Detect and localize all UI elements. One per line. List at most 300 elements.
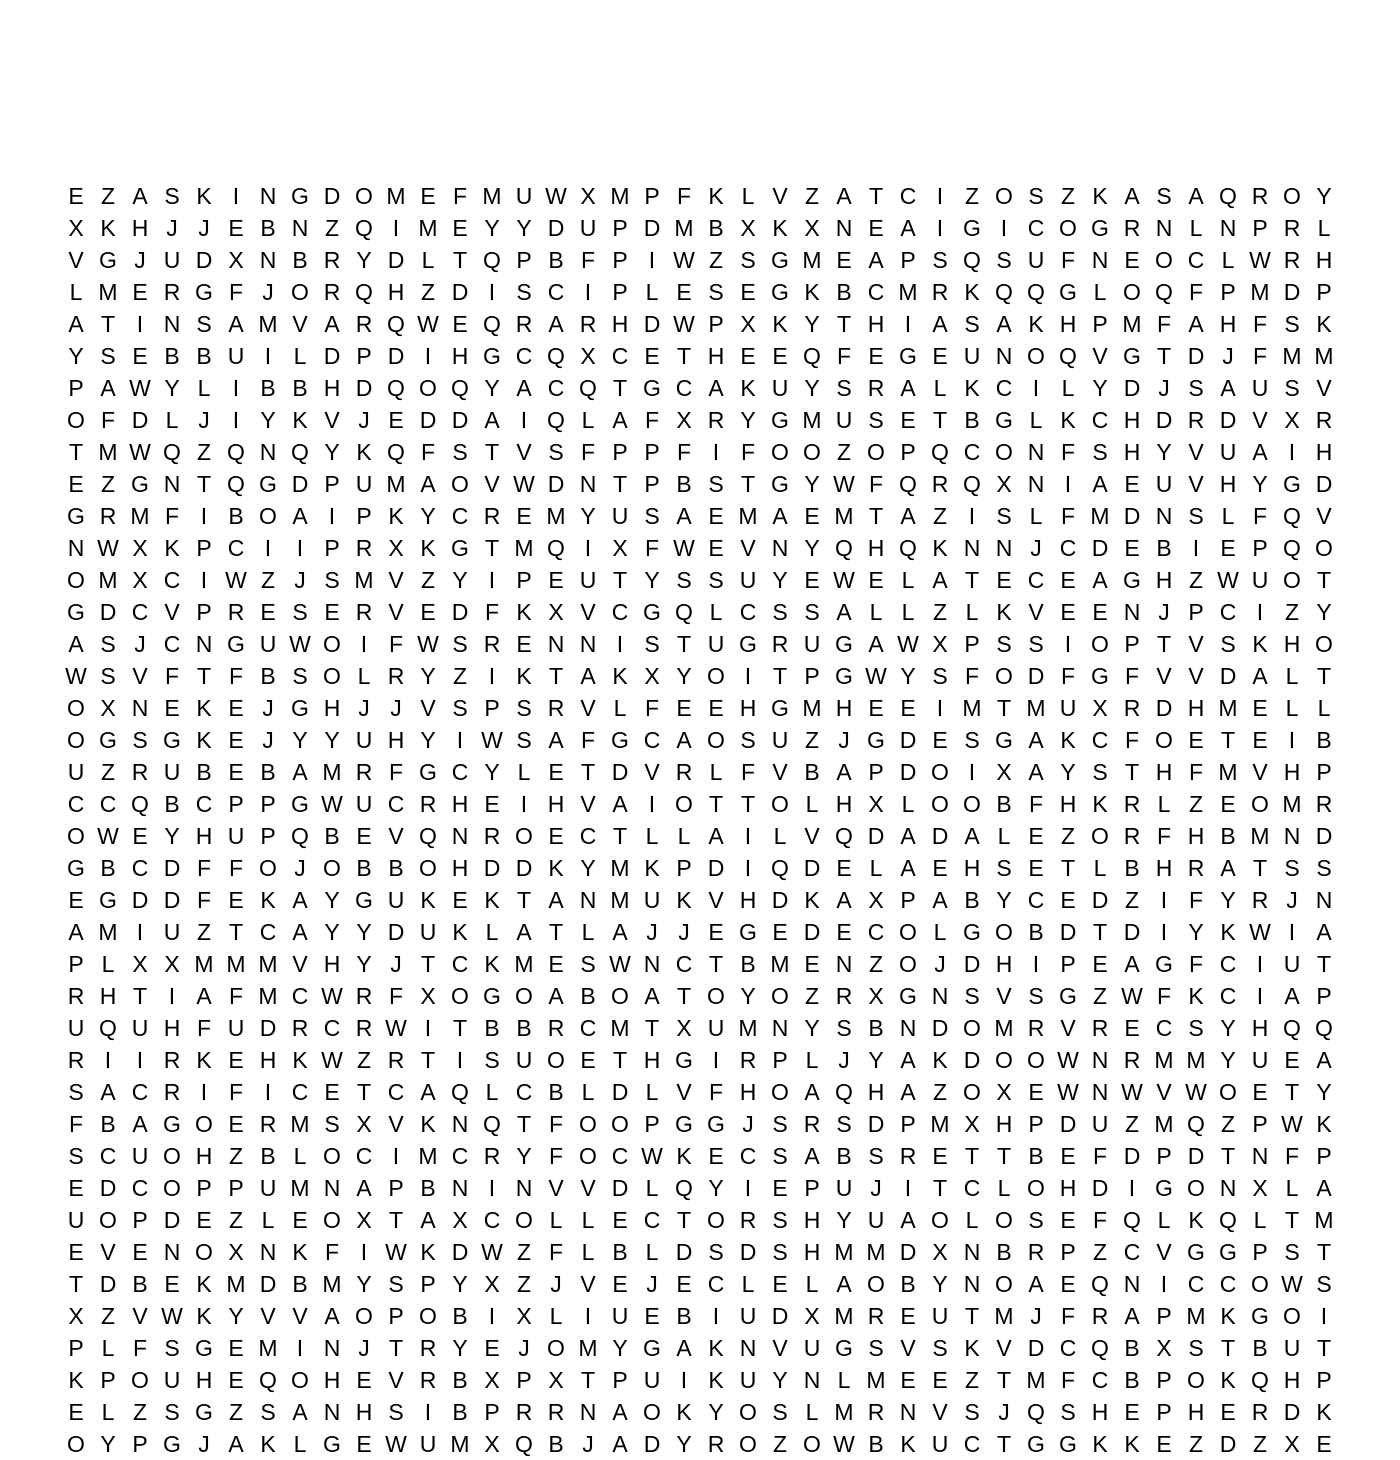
grid-row bbox=[60, 1332, 1350, 1364]
grid-letter: J bbox=[646, 919, 658, 945]
grid-letter: O bbox=[995, 919, 1013, 945]
grid-letter: Q bbox=[227, 471, 245, 497]
grid-letter: O bbox=[675, 791, 693, 817]
grid-letter: N bbox=[1123, 599, 1141, 625]
grid-letter: V bbox=[484, 471, 500, 497]
grid-letter: B bbox=[900, 1271, 916, 1297]
grid-letter: L bbox=[101, 951, 115, 977]
grid-letter: J bbox=[166, 215, 178, 241]
grid-letter: R bbox=[547, 695, 565, 721]
grid-letter: N bbox=[963, 1239, 981, 1265]
grid-letter: E bbox=[900, 1303, 916, 1329]
grid-letter: A bbox=[292, 887, 308, 913]
grid-letter: F bbox=[580, 247, 596, 273]
grid-letter: C bbox=[1027, 887, 1045, 913]
grid-letter: W bbox=[417, 631, 439, 657]
grid-letter: O bbox=[995, 1271, 1013, 1297]
grid-letter: R bbox=[259, 1111, 277, 1137]
grid-letter: Z bbox=[932, 503, 948, 529]
grid-letter: O bbox=[611, 1111, 629, 1137]
grid-letter: S bbox=[708, 567, 724, 593]
grid-letter: Y bbox=[420, 727, 436, 753]
grid-letter: G bbox=[1187, 1239, 1205, 1265]
grid-letter: B bbox=[1124, 1335, 1140, 1361]
grid-letter: Y bbox=[676, 1431, 692, 1457]
grid-letter: W bbox=[385, 1015, 407, 1041]
grid-letter: W bbox=[97, 823, 119, 849]
grid-letter: D bbox=[1315, 471, 1333, 497]
grid-letter: E bbox=[836, 855, 852, 881]
grid-letter: I bbox=[264, 1079, 272, 1105]
grid-letter: G bbox=[835, 663, 853, 689]
grid-letter: U bbox=[131, 1015, 149, 1041]
grid-letter: Q bbox=[1091, 1335, 1109, 1361]
grid-letter: I bbox=[1256, 599, 1264, 625]
grid-letter: H bbox=[1123, 439, 1141, 465]
grid-row bbox=[60, 1428, 1350, 1460]
grid-letter: D bbox=[1123, 375, 1141, 401]
grid-letter: R bbox=[1123, 823, 1141, 849]
grid-letter: D bbox=[99, 599, 117, 625]
grid-letter: I bbox=[360, 1239, 368, 1265]
grid-letter: B bbox=[836, 1143, 852, 1169]
grid-letter: K bbox=[932, 1047, 948, 1073]
grid-letter: D bbox=[611, 1079, 629, 1105]
grid-letter: K bbox=[292, 1239, 308, 1265]
grid-letter: X bbox=[68, 215, 84, 241]
grid-letter: D bbox=[1187, 1143, 1205, 1169]
grid-letter: L bbox=[1157, 1207, 1171, 1233]
grid-letter: I bbox=[1064, 631, 1072, 657]
grid-letter: L bbox=[1317, 215, 1331, 241]
grid-letter: R bbox=[867, 1303, 885, 1329]
grid-letter: R bbox=[483, 823, 501, 849]
grid-letter: I bbox=[1320, 1303, 1328, 1329]
grid-letter: M bbox=[354, 567, 374, 593]
grid-letter: I bbox=[424, 1015, 432, 1041]
grid-row bbox=[60, 1044, 1350, 1076]
grid-letter: V bbox=[164, 599, 180, 625]
grid-row bbox=[60, 724, 1350, 756]
grid-letter: A bbox=[324, 1303, 340, 1329]
grid-letter: C bbox=[579, 1015, 597, 1041]
grid-letter: B bbox=[292, 247, 308, 273]
grid-letter: Y bbox=[804, 535, 820, 561]
grid-letter: E bbox=[708, 535, 724, 561]
grid-letter: D bbox=[1123, 919, 1141, 945]
grid-letter: T bbox=[1220, 1335, 1236, 1361]
grid-letter: S bbox=[388, 1271, 404, 1297]
grid-letter: F bbox=[1188, 887, 1204, 913]
grid-letter: O bbox=[963, 1015, 981, 1041]
grid-letter: O bbox=[899, 951, 917, 977]
grid-letter: G bbox=[483, 343, 501, 369]
grid-letter: V bbox=[996, 1335, 1012, 1361]
grid-letter: A bbox=[100, 1079, 116, 1105]
grid-letter: D bbox=[419, 407, 437, 433]
grid-letter: A bbox=[1252, 439, 1268, 465]
grid-letter: S bbox=[772, 599, 788, 625]
grid-letter: S bbox=[708, 279, 724, 305]
grid-letter: D bbox=[1091, 887, 1109, 913]
grid-letter: V bbox=[68, 247, 84, 273]
grid-letter: S bbox=[804, 599, 820, 625]
grid-letter: G bbox=[1219, 1239, 1237, 1265]
grid-letter: F bbox=[740, 439, 756, 465]
grid-letter: O bbox=[1027, 1175, 1045, 1201]
grid-letter: O bbox=[1251, 1271, 1269, 1297]
grid-letter: T bbox=[484, 535, 500, 561]
grid-letter: M bbox=[98, 567, 118, 593]
grid-letter: O bbox=[1091, 823, 1109, 849]
grid-letter: A bbox=[1028, 1271, 1044, 1297]
grid-letter: K bbox=[260, 887, 276, 913]
grid-letter: T bbox=[644, 1015, 660, 1041]
grid-letter: M bbox=[994, 1015, 1014, 1041]
grid-letter: E bbox=[452, 311, 468, 337]
grid-letter: B bbox=[676, 1303, 692, 1329]
grid-row bbox=[60, 1172, 1350, 1204]
grid-letter: S bbox=[708, 1239, 724, 1265]
grid-row bbox=[60, 404, 1350, 436]
grid-letter: I bbox=[1160, 887, 1168, 913]
grid-letter: K bbox=[1060, 727, 1076, 753]
grid-letter: G bbox=[771, 407, 789, 433]
grid-letter: O bbox=[259, 855, 277, 881]
grid-letter: Y bbox=[228, 1303, 244, 1329]
grid-letter: X bbox=[868, 791, 884, 817]
grid-letter: M bbox=[194, 951, 214, 977]
grid-letter: A bbox=[1028, 759, 1044, 785]
grid-letter: O bbox=[1219, 1079, 1237, 1105]
grid-letter: D bbox=[259, 1015, 277, 1041]
grid-letter: M bbox=[322, 1271, 342, 1297]
grid-letter: P bbox=[484, 1399, 500, 1425]
grid-letter: X bbox=[868, 887, 884, 913]
grid-letter: Z bbox=[1284, 599, 1300, 625]
grid-letter: A bbox=[292, 503, 308, 529]
grid-letter: M bbox=[834, 1303, 854, 1329]
grid-letter: J bbox=[1222, 343, 1234, 369]
grid-letter: W bbox=[129, 439, 151, 465]
grid-letter: N bbox=[163, 311, 181, 337]
grid-letter: X bbox=[612, 535, 628, 561]
grid-letter: E bbox=[1188, 727, 1204, 753]
grid-letter: B bbox=[996, 1239, 1012, 1265]
grid-letter: E bbox=[900, 407, 916, 433]
grid-letter: K bbox=[1220, 1303, 1236, 1329]
grid-letter: P bbox=[132, 1431, 148, 1457]
grid-row bbox=[60, 1236, 1350, 1268]
grid-row bbox=[60, 436, 1350, 468]
grid-letter: E bbox=[356, 823, 372, 849]
grid-letter: G bbox=[291, 695, 309, 721]
grid-letter: I bbox=[456, 727, 464, 753]
grid-letter: J bbox=[294, 855, 306, 881]
grid-letter: C bbox=[515, 343, 533, 369]
grid-letter: C bbox=[579, 823, 597, 849]
grid-letter: D bbox=[963, 1047, 981, 1073]
grid-letter: F bbox=[388, 759, 404, 785]
grid-letter: Y bbox=[356, 951, 372, 977]
grid-letter: I bbox=[1032, 951, 1040, 977]
grid-letter: F bbox=[196, 887, 212, 913]
grid-letter: I bbox=[936, 183, 944, 209]
grid-letter: C bbox=[1091, 407, 1109, 433]
grid-letter: F bbox=[132, 1335, 148, 1361]
grid-letter: R bbox=[483, 503, 501, 529]
grid-letter: D bbox=[643, 311, 661, 337]
grid-letter: E bbox=[1028, 823, 1044, 849]
grid-letter: T bbox=[1220, 1143, 1236, 1169]
grid-letter: C bbox=[131, 1079, 149, 1105]
grid-letter: G bbox=[259, 471, 277, 497]
grid-letter: V bbox=[516, 439, 532, 465]
grid-letter: F bbox=[580, 727, 596, 753]
grid-letter: P bbox=[868, 759, 884, 785]
grid-letter: D bbox=[99, 1175, 117, 1201]
grid-letter: T bbox=[964, 567, 980, 593]
grid-letter: U bbox=[515, 183, 533, 209]
grid-letter: L bbox=[613, 695, 627, 721]
grid-letter: K bbox=[1220, 919, 1236, 945]
grid-letter: K bbox=[388, 503, 404, 529]
grid-letter: V bbox=[996, 983, 1012, 1009]
grid-letter: L bbox=[1029, 503, 1043, 529]
grid-letter: M bbox=[610, 1015, 630, 1041]
grid-letter: T bbox=[1220, 727, 1236, 753]
grid-letter: L bbox=[101, 1399, 115, 1425]
grid-letter: A bbox=[548, 311, 564, 337]
grid-letter: L bbox=[773, 823, 787, 849]
grid-letter: C bbox=[355, 1143, 373, 1169]
grid-letter: H bbox=[1251, 1015, 1269, 1041]
grid-letter: C bbox=[259, 919, 277, 945]
grid-letter: T bbox=[420, 1047, 436, 1073]
grid-letter: N bbox=[323, 1399, 341, 1425]
grid-letter: Q bbox=[1155, 279, 1173, 305]
grid-letter: B bbox=[164, 791, 180, 817]
grid-letter: F bbox=[1188, 759, 1204, 785]
grid-letter: S bbox=[292, 663, 308, 689]
grid-letter: X bbox=[68, 1303, 84, 1329]
grid-letter: T bbox=[548, 663, 564, 689]
grid-letter: Q bbox=[1091, 1271, 1109, 1297]
grid-letter: P bbox=[388, 1303, 404, 1329]
grid-letter: K bbox=[516, 599, 532, 625]
grid-letter: E bbox=[932, 855, 948, 881]
grid-letter: M bbox=[994, 1303, 1014, 1329]
grid-letter: I bbox=[520, 791, 528, 817]
grid-letter: A bbox=[1124, 183, 1140, 209]
grid-letter: R bbox=[67, 1047, 85, 1073]
grid-letter: D bbox=[1219, 663, 1237, 689]
grid-letter: V bbox=[388, 567, 404, 593]
grid-letter: E bbox=[868, 567, 884, 593]
grid-letter: Y bbox=[260, 407, 276, 433]
grid-letter: I bbox=[392, 215, 400, 241]
grid-letter: R bbox=[547, 1015, 565, 1041]
grid-letter: K bbox=[1092, 1431, 1108, 1457]
grid-letter: B bbox=[804, 759, 820, 785]
grid-letter: Y bbox=[804, 1015, 820, 1041]
grid-letter: G bbox=[1283, 471, 1301, 497]
grid-letter: H bbox=[323, 951, 341, 977]
grid-letter: C bbox=[611, 1143, 629, 1169]
grid-letter: N bbox=[771, 1015, 789, 1041]
grid-letter: S bbox=[452, 631, 468, 657]
grid-row bbox=[60, 1140, 1350, 1172]
grid-letter: D bbox=[1027, 663, 1045, 689]
grid-letter: W bbox=[321, 791, 343, 817]
grid-letter: M bbox=[1314, 343, 1334, 369]
grid-letter: C bbox=[1187, 1271, 1205, 1297]
grid-letter: E bbox=[68, 1399, 84, 1425]
grid-letter: H bbox=[1187, 1399, 1205, 1425]
grid-letter: O bbox=[771, 439, 789, 465]
grid-letter: L bbox=[485, 1079, 499, 1105]
grid-letter: F bbox=[708, 1079, 724, 1105]
grid-letter: C bbox=[163, 631, 181, 657]
grid-letter: R bbox=[867, 375, 885, 401]
grid-letter: S bbox=[292, 599, 308, 625]
grid-letter: W bbox=[1185, 1079, 1207, 1105]
grid-letter: B bbox=[388, 855, 404, 881]
grid-letter: K bbox=[900, 1431, 916, 1457]
grid-letter: T bbox=[1316, 567, 1332, 593]
grid-letter: M bbox=[546, 503, 566, 529]
grid-letter: E bbox=[804, 951, 820, 977]
grid-letter: A bbox=[804, 1143, 820, 1169]
grid-letter: A bbox=[676, 503, 692, 529]
grid-letter: A bbox=[900, 1047, 916, 1073]
grid-letter: O bbox=[99, 1207, 117, 1233]
grid-letter: H bbox=[707, 343, 725, 369]
grid-letter: E bbox=[676, 1271, 692, 1297]
grid-letter: L bbox=[1221, 503, 1235, 529]
grid-letter: L bbox=[1157, 791, 1171, 817]
grid-letter: X bbox=[644, 663, 660, 689]
grid-letter: R bbox=[419, 1367, 437, 1393]
grid-letter: P bbox=[1252, 1239, 1268, 1265]
grid-letter: U bbox=[931, 1303, 949, 1329]
grid-letter: E bbox=[228, 1047, 244, 1073]
grid-letter: Z bbox=[324, 215, 340, 241]
grid-letter: F bbox=[1188, 951, 1204, 977]
grid-letter: Y bbox=[420, 503, 436, 529]
grid-letter: B bbox=[868, 1431, 884, 1457]
grid-letter: N bbox=[259, 1239, 277, 1265]
grid-letter: U bbox=[1219, 439, 1237, 465]
grid-letter: E bbox=[1252, 695, 1268, 721]
grid-letter: A bbox=[676, 727, 692, 753]
grid-letter: C bbox=[707, 1271, 725, 1297]
grid-letter: S bbox=[580, 951, 596, 977]
grid-letter: W bbox=[321, 983, 343, 1009]
grid-letter: E bbox=[228, 695, 244, 721]
grid-letter: Q bbox=[387, 311, 405, 337]
grid-letter: S bbox=[1188, 375, 1204, 401]
grid-letter: C bbox=[451, 1143, 469, 1169]
grid-letter: L bbox=[837, 1367, 851, 1393]
grid-letter: L bbox=[261, 1207, 275, 1233]
grid-letter: P bbox=[644, 1111, 660, 1137]
grid-letter: Z bbox=[1252, 1431, 1268, 1457]
grid-letter: B bbox=[868, 1015, 884, 1041]
grid-letter: O bbox=[451, 983, 469, 1009]
grid-letter: K bbox=[644, 855, 660, 881]
grid-letter: C bbox=[963, 1175, 981, 1201]
grid-letter: V bbox=[708, 887, 724, 913]
grid-letter: Q bbox=[931, 439, 949, 465]
grid-letter: D bbox=[611, 1175, 629, 1201]
grid-letter: A bbox=[68, 631, 84, 657]
grid-letter: G bbox=[771, 279, 789, 305]
grid-letter: O bbox=[611, 983, 629, 1009]
grid-letter: L bbox=[901, 567, 915, 593]
grid-letter: W bbox=[673, 535, 695, 561]
grid-letter: E bbox=[612, 1271, 628, 1297]
grid-letter: T bbox=[868, 183, 884, 209]
grid-letter: C bbox=[451, 951, 469, 977]
grid-letter: O bbox=[1155, 247, 1173, 273]
grid-letter: J bbox=[934, 951, 946, 977]
grid-letter: W bbox=[97, 535, 119, 561]
grid-letter: W bbox=[833, 471, 855, 497]
grid-letter: E bbox=[772, 1271, 788, 1297]
grid-letter: Q bbox=[99, 1015, 117, 1041]
grid-letter: T bbox=[1124, 759, 1140, 785]
grid-letter: Q bbox=[387, 375, 405, 401]
grid-letter: I bbox=[680, 1367, 688, 1393]
grid-letter: P bbox=[1316, 1143, 1332, 1169]
grid-letter: Y bbox=[356, 247, 372, 273]
grid-letter: Z bbox=[100, 759, 116, 785]
grid-letter: F bbox=[196, 855, 212, 881]
grid-letter: N bbox=[1091, 1047, 1109, 1073]
grid-letter: C bbox=[739, 599, 757, 625]
grid-letter: V bbox=[1156, 1079, 1172, 1105]
grid-letter: S bbox=[932, 247, 948, 273]
grid-letter: E bbox=[676, 279, 692, 305]
grid-letter: T bbox=[1316, 951, 1332, 977]
grid-letter: H bbox=[387, 279, 405, 305]
grid-letter: T bbox=[612, 823, 628, 849]
grid-letter: S bbox=[452, 695, 468, 721]
grid-letter: M bbox=[290, 1111, 310, 1137]
grid-letter: T bbox=[836, 311, 852, 337]
grid-letter: K bbox=[420, 1111, 436, 1137]
grid-letter: K bbox=[804, 279, 820, 305]
grid-letter: Q bbox=[131, 791, 149, 817]
grid-letter: H bbox=[1219, 471, 1237, 497]
grid-letter: Y bbox=[996, 887, 1012, 913]
grid-letter: B bbox=[1124, 855, 1140, 881]
grid-letter: J bbox=[1030, 1303, 1042, 1329]
grid-letter: O bbox=[67, 1431, 85, 1457]
grid-letter: E bbox=[740, 343, 756, 369]
grid-letter: M bbox=[1026, 1367, 1046, 1393]
grid-letter: W bbox=[865, 663, 887, 689]
grid-letter: A bbox=[1316, 919, 1332, 945]
grid-letter: H bbox=[1059, 1175, 1077, 1201]
grid-letter: D bbox=[131, 407, 149, 433]
grid-letter: A bbox=[868, 631, 884, 657]
grid-letter: N bbox=[995, 535, 1013, 561]
grid-letter: J bbox=[390, 695, 402, 721]
grid-letter: T bbox=[132, 983, 148, 1009]
grid-letter: Y bbox=[164, 375, 180, 401]
